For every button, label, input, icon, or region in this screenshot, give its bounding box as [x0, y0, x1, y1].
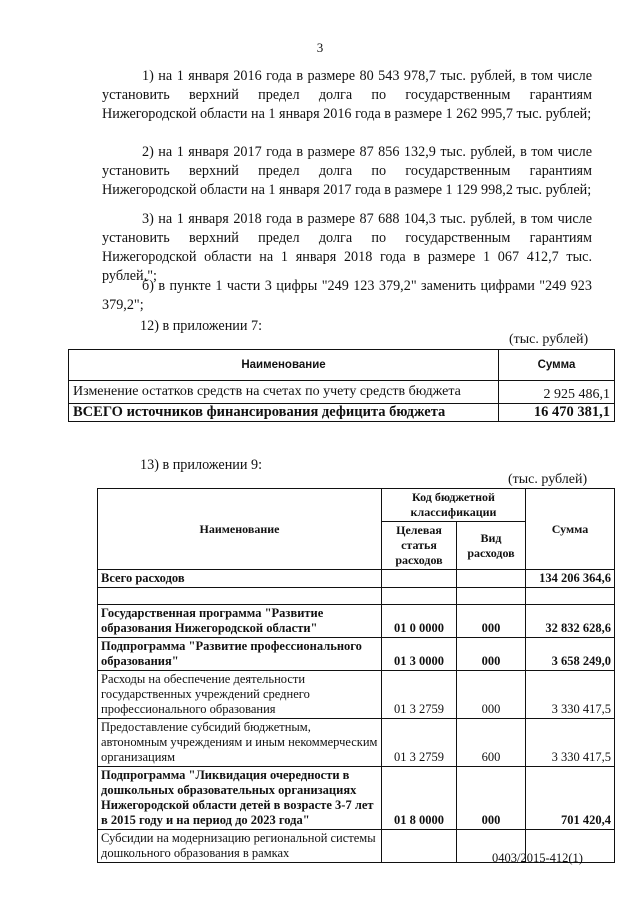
paragraph-item-1 — [102, 67, 592, 124]
table-row — [98, 671, 615, 719]
row-name: Субсидии на модернизацию региональной системы дошкольного образования в рамках — [98, 830, 382, 863]
paragraph-item-3 — [102, 210, 592, 286]
empty-cell — [457, 570, 526, 588]
page-number: 3 — [316, 40, 324, 55]
empty-cell — [98, 588, 382, 605]
row-sum: 3 658 249,0 — [526, 638, 615, 671]
table-header-row — [69, 350, 615, 381]
empty-cell — [526, 588, 615, 605]
row-name: Подпрограмма "Ликвидация очередности в дошкольных образовательных организациях Нижегородской области детей в возрасте 3-7 лет в 2015 году и на период до 2023 года" — [98, 767, 382, 830]
table-row — [98, 638, 615, 671]
row-name: Предоставление субсидий бюджетным, автономным учреждениям и иным некоммерческим организациям — [98, 719, 382, 767]
row-target: 01 3 2759 — [382, 671, 457, 719]
appendix9-unit: (тыс. рублей) — [508, 472, 588, 487]
paragraph-text: 1) на 1 января 2016 года в размере 80 543 978,7 тыс. рублей, в том числе установить верхний предел долга по государственным гарантиям Нижегородской области на 1 января 2016 года в размере 1 262 995,7 тыс. рублей; — [102, 68, 592, 122]
row-name: Изменение остатков средств на счетах по учету средств бюджета — [69, 381, 499, 404]
appendix7-table — [68, 349, 615, 422]
row-name: Расходы на обеспечение деятельности государственных учреждений среднего профессионального образования — [98, 671, 382, 719]
row-sum: 3 330 417,5 — [526, 671, 615, 719]
total-name: Всего расходов — [98, 570, 382, 588]
document-code: 0403/2015-412(1) — [492, 851, 583, 865]
empty-cell — [382, 570, 457, 588]
row-name: Подпрограмма "Развитие профессионального образования" — [98, 638, 382, 671]
paragraph-text: 2) на 1 января 2017 года в размере 87 856 132,9 тыс. рублей, в том числе установить верхний предел долга по государственным гарантиям Нижегородской области на 1 января 2017 года в размере 1 129 998,2 тыс. рублей; — [102, 144, 592, 198]
row-type: 000 — [457, 767, 526, 830]
column-header-code-group: Код бюджетной классификации — [382, 489, 526, 522]
table-row — [98, 767, 615, 830]
row-sum: 701 420,4 — [526, 767, 615, 830]
appendix7-unit: (тыс. рублей) — [509, 332, 589, 347]
total-sum: 16 470 381,1 — [499, 404, 615, 422]
row-target — [382, 830, 457, 863]
column-header-sum: Сумма — [526, 489, 615, 570]
paragraph-text: 3) на 1 января 2018 года в размере 87 688 104,3 тыс. рублей, в том числе установить верхний предел долга по государственным гарантиям Нижегородской области на 1 января 2018 года в размере 1 067 412,7 тыс. рублей."; — [102, 211, 592, 284]
paragraph-text: б) в пункте 1 части 3 цифры "249 123 379,2" заменить цифрами "249 923 379,2"; — [102, 278, 592, 313]
total-sum: 134 206 364,6 — [526, 570, 615, 588]
column-header-name: Наименование — [69, 350, 499, 381]
row-target: 01 3 0000 — [382, 638, 457, 671]
table-total-row — [98, 570, 615, 588]
column-header-target: Целевая статья расходов — [382, 522, 457, 570]
table-header-row — [98, 489, 615, 522]
row-target: 01 8 0000 — [382, 767, 457, 830]
row-sum: 32 832 628,6 — [526, 605, 615, 638]
row-type: 000 — [457, 671, 526, 719]
column-header-sum: Сумма — [499, 350, 615, 381]
table-row — [98, 605, 615, 638]
appendix9-label: 13) в приложении 9: — [140, 457, 263, 473]
row-target: 01 0 0000 — [382, 605, 457, 638]
row-type: 600 — [457, 719, 526, 767]
total-name: ВСЕГО источников финансирования дефицита бюджета — [69, 404, 499, 422]
paragraph-item-b — [102, 277, 592, 315]
row-type: 000 — [457, 605, 526, 638]
table-total-row — [69, 404, 615, 422]
row-type: 000 — [457, 638, 526, 671]
appendix9-table — [97, 488, 615, 863]
paragraph-item-2 — [102, 143, 592, 200]
empty-cell — [457, 588, 526, 605]
empty-cell — [382, 588, 457, 605]
row-sum: 2 925 486,1 — [499, 381, 615, 404]
column-header-name: Наименование — [98, 489, 382, 570]
column-header-type: Вид расходов — [457, 522, 526, 570]
table-row — [98, 719, 615, 767]
table-spacer-row — [98, 588, 615, 605]
row-target: 01 3 2759 — [382, 719, 457, 767]
row-sum: 3 330 417,5 — [526, 719, 615, 767]
table-row — [69, 381, 615, 404]
row-name: Государственная программа "Развитие образования Нижегородской области" — [98, 605, 382, 638]
appendix7-label: 12) в приложении 7: — [140, 318, 263, 334]
